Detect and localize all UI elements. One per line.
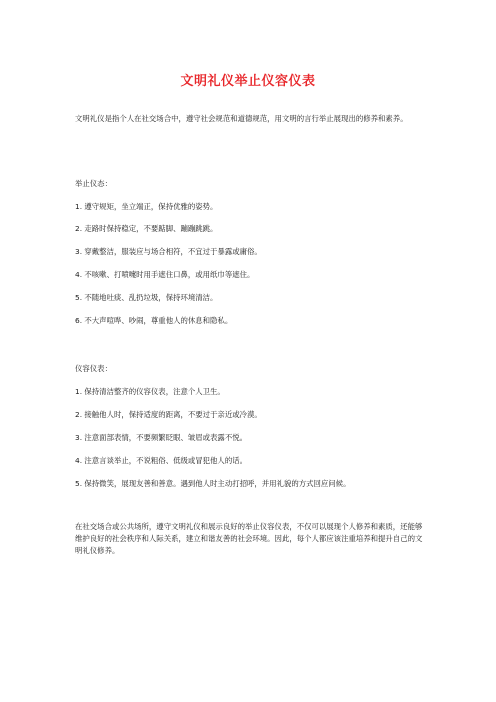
demeanor-item-6: 6. 不大声喧哗、吵闹，尊重他人的休息和隐私。 <box>75 316 233 325</box>
intro-paragraph: 文明礼仪是指个人在社交场合中，遵守社会规范和道德规范，用文明的言行举止展现出的修养和素养。 <box>75 114 408 123</box>
page-title: 文明礼仪举止仪容仪表 <box>180 74 316 89</box>
appearance-item-4: 4. 注意言谈举止，不说粗俗、低级或冒犯他人的话。 <box>75 456 247 465</box>
demeanor-item-3: 3. 穿戴整洁，服装应与场合相符，不宜过于暴露或庸俗。 <box>75 247 262 256</box>
demeanor-item-4: 4. 不咳嗽、打喷嚏时用手遮住口鼻，或用纸巾等遮住。 <box>75 270 255 279</box>
section-heading-appearance: 仪容仪表： <box>75 364 112 373</box>
demeanor-item-2: 2. 走路时保持稳定，不要踮脚、蹦蹦跳跳。 <box>75 224 218 233</box>
section-heading-demeanor: 举止仪态： <box>75 179 112 188</box>
conclusion-paragraph: 在社交场合或公共场所，遵守文明礼仪和展示良好的举止仪容仪表，不仅可以展现个人修养和素质，还能够维护良好的社会秩序和人际关系，建立和谐友善的社会环境。因此，每个人都应该注重培养和提升自己的文明礼仪修养。 <box>75 522 423 555</box>
appearance-item-1: 1. 保持清洁整齐的仪容仪表，注意个人卫生。 <box>75 387 225 396</box>
appearance-item-3: 3. 注意面部表情，不要频繁眨眼、皱眉或表露不悦。 <box>75 433 247 442</box>
appearance-item-5: 5. 保持微笑，展现友善和善意。遇到他人时主动打招呼，并用礼貌的方式回应问候。 <box>75 479 351 488</box>
demeanor-item-1: 1. 遵守规矩，坐立端正，保持优雅的姿势。 <box>75 202 218 211</box>
appearance-item-2: 2. 接触他人时，保持适度的距离，不要过于亲近或冷漠。 <box>75 410 262 419</box>
demeanor-item-5: 5. 不随地吐痰、乱扔垃圾，保持环境清洁。 <box>75 293 218 302</box>
